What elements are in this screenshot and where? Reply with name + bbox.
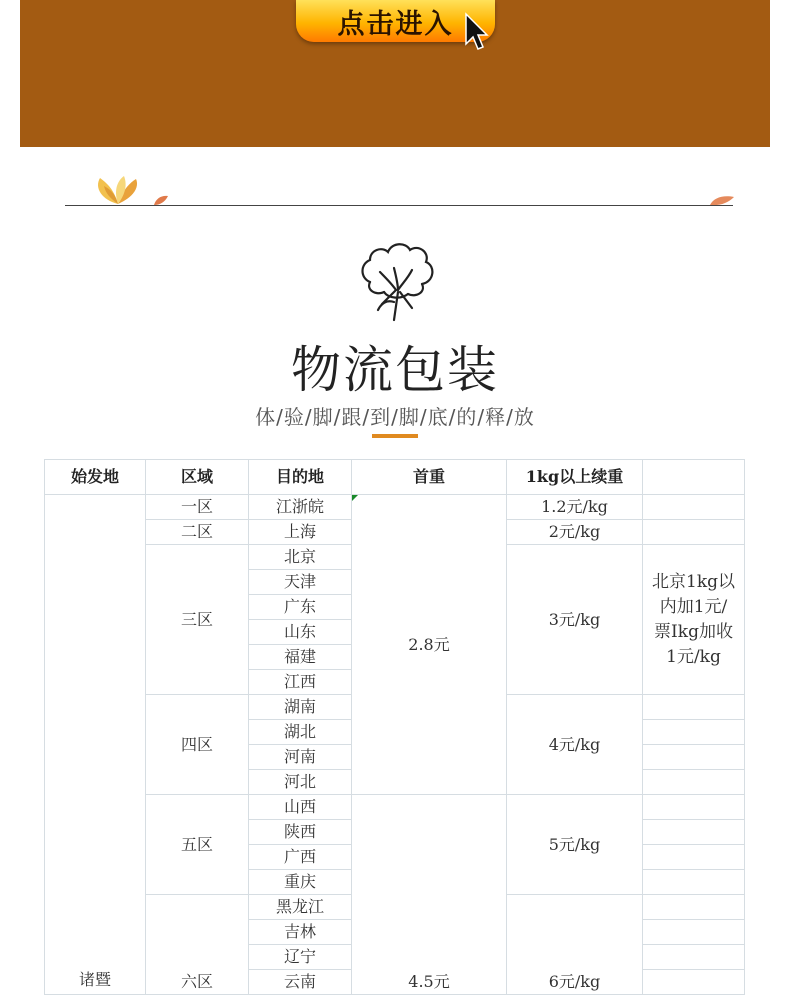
extra-weight-cell: 6元/kg xyxy=(507,895,643,995)
note-cell xyxy=(643,495,745,520)
extra-weight-cell: 2元/kg xyxy=(507,520,643,545)
note-cell xyxy=(643,945,745,970)
shipping-rate-table xyxy=(44,459,745,995)
destination-cell: 湖南 xyxy=(249,695,352,720)
first-weight-cell: 2.8元 xyxy=(352,495,507,795)
destination-cell: 河北 xyxy=(249,770,352,795)
first-weight-cell: 4.5元 xyxy=(352,795,507,995)
destination-cell: 辽宁 xyxy=(249,945,352,970)
destination-cell: 陕西 xyxy=(249,820,352,845)
destination-cell: 山西 xyxy=(249,795,352,820)
note-cell xyxy=(643,695,745,720)
destination-cell: 江西 xyxy=(249,670,352,695)
destination-cell: 黑龙江 xyxy=(249,895,352,920)
zone-cell: 二区 xyxy=(146,520,249,545)
note-cell xyxy=(643,895,745,920)
cotton-flower-icon xyxy=(354,238,438,322)
header-note xyxy=(643,460,745,495)
title-accent-bar xyxy=(372,434,418,438)
zone-cell: 三区 xyxy=(146,545,249,695)
section-title: 物流包装 xyxy=(291,341,499,399)
table-row xyxy=(45,495,745,520)
autumn-leaves-icon xyxy=(88,176,148,206)
header-zone: 区域 xyxy=(146,460,249,495)
note-cell xyxy=(643,820,745,845)
destination-cell: 湖北 xyxy=(249,720,352,745)
note-cell xyxy=(643,920,745,945)
header-extra-weight: 1kg以上续重 xyxy=(507,460,643,495)
note-cell xyxy=(643,970,745,995)
zone-cell: 六区 xyxy=(146,895,249,995)
destination-cell: 重庆 xyxy=(249,870,352,895)
destination-cell: 天津 xyxy=(249,570,352,595)
enter-button[interactable]: 点击进入 xyxy=(296,0,495,42)
destination-cell: 上海 xyxy=(249,520,352,545)
note-cell xyxy=(643,795,745,820)
header-destination: 目的地 xyxy=(249,460,352,495)
section-subtitle: 体/验/脚/跟/到/脚/底/的/释/放 xyxy=(255,405,535,429)
destination-cell: 江浙皖 xyxy=(249,495,352,520)
destination-cell: 山东 xyxy=(249,620,352,645)
extra-weight-cell: 3元/kg xyxy=(507,545,643,695)
header-first-weight: 首重 xyxy=(352,460,507,495)
destination-cell: 广西 xyxy=(249,845,352,870)
divider-line xyxy=(65,205,733,206)
extra-weight-cell: 4元/kg xyxy=(507,695,643,795)
extra-weight-cell: 5元/kg xyxy=(507,795,643,895)
origin-cell: 诸暨 xyxy=(45,495,146,995)
zone-cell: 四区 xyxy=(146,695,249,795)
header-origin: 始发地 xyxy=(45,460,146,495)
destination-cell: 福建 xyxy=(249,645,352,670)
table-row xyxy=(45,795,745,820)
destination-cell: 北京 xyxy=(249,545,352,570)
note-cell xyxy=(643,845,745,870)
table-header-row xyxy=(45,460,745,495)
zone-cell: 一区 xyxy=(146,495,249,520)
pointer-cursor-icon xyxy=(463,12,489,54)
note-cell xyxy=(643,770,745,795)
zone-cell: 五区 xyxy=(146,795,249,895)
note-cell xyxy=(643,870,745,895)
note-cell xyxy=(643,720,745,745)
surcharge-note: 北京1kg以 内加1元/ 票Ikg加收 1元/kg xyxy=(643,545,745,695)
destination-cell: 河南 xyxy=(249,745,352,770)
note-cell xyxy=(643,745,745,770)
extra-weight-cell: 1.2元/kg xyxy=(507,495,643,520)
note-cell xyxy=(643,520,745,545)
destination-cell: 广东 xyxy=(249,595,352,620)
destination-cell: 吉林 xyxy=(249,920,352,945)
destination-cell: 云南 xyxy=(249,970,352,995)
